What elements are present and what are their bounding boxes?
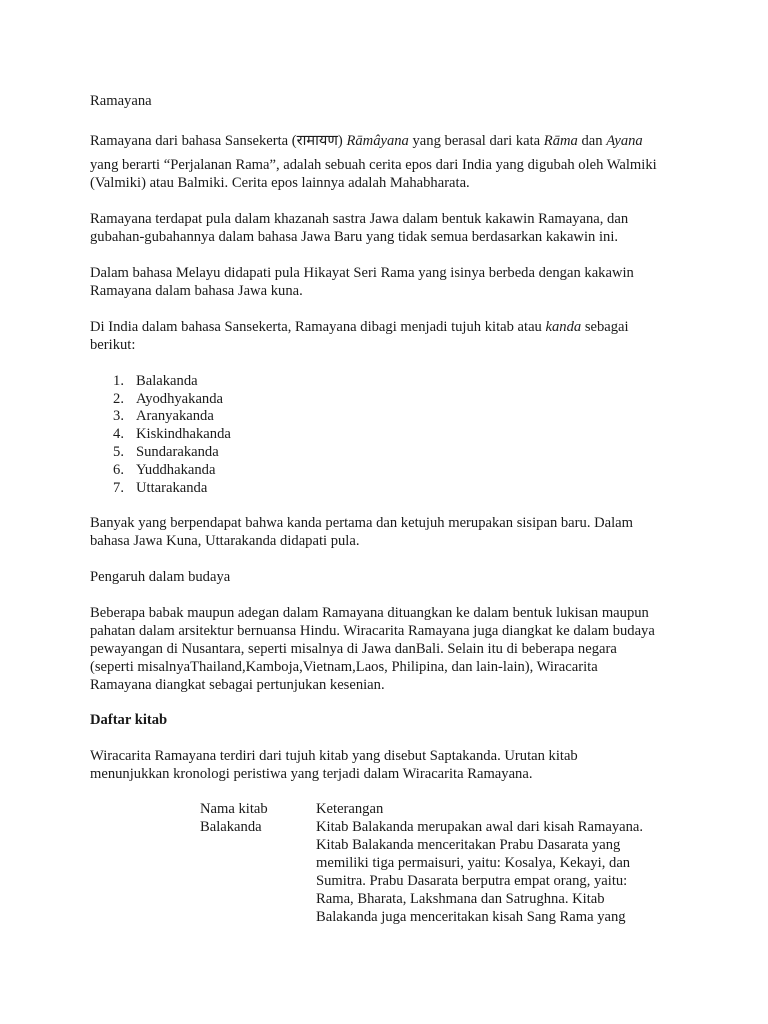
list-item-number: 4. (113, 426, 124, 442)
list-item-label: Uttarakanda (136, 480, 208, 496)
term-ramayana: Rāmâyana (346, 133, 409, 149)
term-kanda: kanda (545, 319, 582, 335)
paragraph-kanda-line-2: bahasa Jawa Kuna, Uttarakanda didapati pula. (90, 533, 360, 549)
list-item-number: 2. (113, 391, 124, 407)
table-cell-keterangan-line: memiliki tiga permaisuri, yaitu: Kosalya, Kekayi, dan (316, 855, 631, 871)
paragraph-budaya-line-2: pahatan dalam arsitektur bernuansa Hindu. Wiracarita Ramayana juga diangkat ke dalam budaya (90, 623, 655, 639)
intro-line-1 (90, 132, 643, 150)
paragraph-india-line-1 (90, 318, 629, 336)
india-text-end: sebagai (581, 319, 629, 335)
paragraph-budaya-line-3: pewayangan di Nusantara, seperti misalnya di Jawa danBali. Selain itu di beberapa negara (90, 641, 617, 657)
table-cell-nama: Balakanda (200, 819, 262, 835)
paragraph-daftar-line-2: menunjukkan kronologi peristiwa yang terjadi dalam Wiracarita Ramayana. (90, 766, 533, 782)
list-item-number: 6. (113, 462, 124, 478)
heading-pengaruh-budaya: Pengaruh dalam budaya (90, 569, 231, 585)
paragraph-melayu-line-2: Ramayana dalam bahasa Jawa kuna. (90, 283, 303, 299)
paragraph-budaya-line-1: Beberapa babak maupun adegan dalam Ramayana dituangkan ke dalam bentuk lukisan maupun (90, 605, 649, 621)
paragraph-kanda-line-1: Banyak yang berpendapat bahwa kanda pertama dan ketujuh merupakan sisipan baru. Dalam (90, 515, 634, 531)
list-item-label: Yuddhakanda (136, 462, 216, 478)
list-item-number: 7. (113, 480, 124, 496)
list-item-number: 1. (113, 373, 124, 389)
table-cell-keterangan-line: Kitab Balakanda merupakan awal dari kisah Ramayana. (316, 819, 644, 835)
term-ayana: Ayana (606, 133, 643, 149)
document-title: Ramayana (90, 93, 152, 109)
table-cell-keterangan-line: Rama, Bharata, Lakshmana dan Satrughna. Kitab (316, 891, 605, 907)
table-cell-keterangan-line: Balakanda juga menceritakan kisah Sang Rama yang (316, 909, 626, 925)
paragraph-budaya-line-4: (seperti misalnyaThailand,Kamboja,Vietnam,Laos, Philipina, dan lain-lain), Wiracarita (90, 659, 598, 675)
india-text-start: Di India dalam bahasa Sansekerta, Ramayana dibagi menjadi tujuh kitab atau (90, 319, 546, 335)
paragraph-jawa-line-1: Ramayana terdapat pula dalam khazanah sastra Jawa dalam bentuk kakawin Ramayana, dan (90, 211, 629, 227)
list-item-label: Ayodhyakanda (136, 391, 224, 407)
list-item-number: 3. (113, 408, 124, 424)
list-item-label: Aranyakanda (136, 408, 214, 424)
term-rama: Rāma (543, 133, 578, 149)
paragraph-jawa-line-2: gubahan-gubahannya dalam bahasa Jawa Baru yang tidak semua berdasarkan kakawin ini. (90, 229, 619, 245)
table-cell-keterangan-line: Sumitra. Prabu Dasarata berputra empat orang, yaitu: (316, 873, 628, 889)
intro-line-2: yang berarti “Perjalanan Rama”, adalah sebuah cerita epos dari India yang digubah oleh Walmiki (90, 157, 657, 173)
heading-daftar-kitab: Daftar kitab (90, 712, 168, 728)
paragraph-melayu-line-1: Dalam bahasa Melayu didapati pula Hikayat Seri Rama yang isinya berbeda dengan kakawin (90, 265, 634, 281)
paragraph-budaya-line-5: Ramayana diangkat sebagai pertunjukan kesenian. (90, 677, 385, 693)
intro-line-3: (Valmiki) atau Balmiki. Cerita epos lainnya adalah Mahabharata. (90, 175, 470, 191)
paragraph-india-line-2: berikut: (90, 337, 136, 353)
table-header-nama-kitab: Nama kitab (200, 801, 268, 817)
table-cell-keterangan-line: Kitab Balakanda menceritakan Prabu Dasarata yang (316, 837, 621, 853)
paragraph-daftar-line-1: Wiracarita Ramayana terdiri dari tujuh kitab yang disebut Saptakanda. Urutan kitab (90, 748, 578, 764)
table-header-keterangan: Keterangan (316, 801, 384, 817)
intro-text-mid: yang berasal dari kata (408, 133, 544, 149)
intro-text-start: Ramayana dari bahasa Sansekerta (रामायण) (90, 133, 347, 149)
list-item-label: Balakanda (136, 373, 198, 389)
intro-text-and: dan (577, 133, 607, 149)
list-item-label: Kiskindhakanda (136, 426, 231, 442)
list-item-label: Sundarakanda (136, 444, 219, 460)
list-item-number: 5. (113, 444, 124, 460)
